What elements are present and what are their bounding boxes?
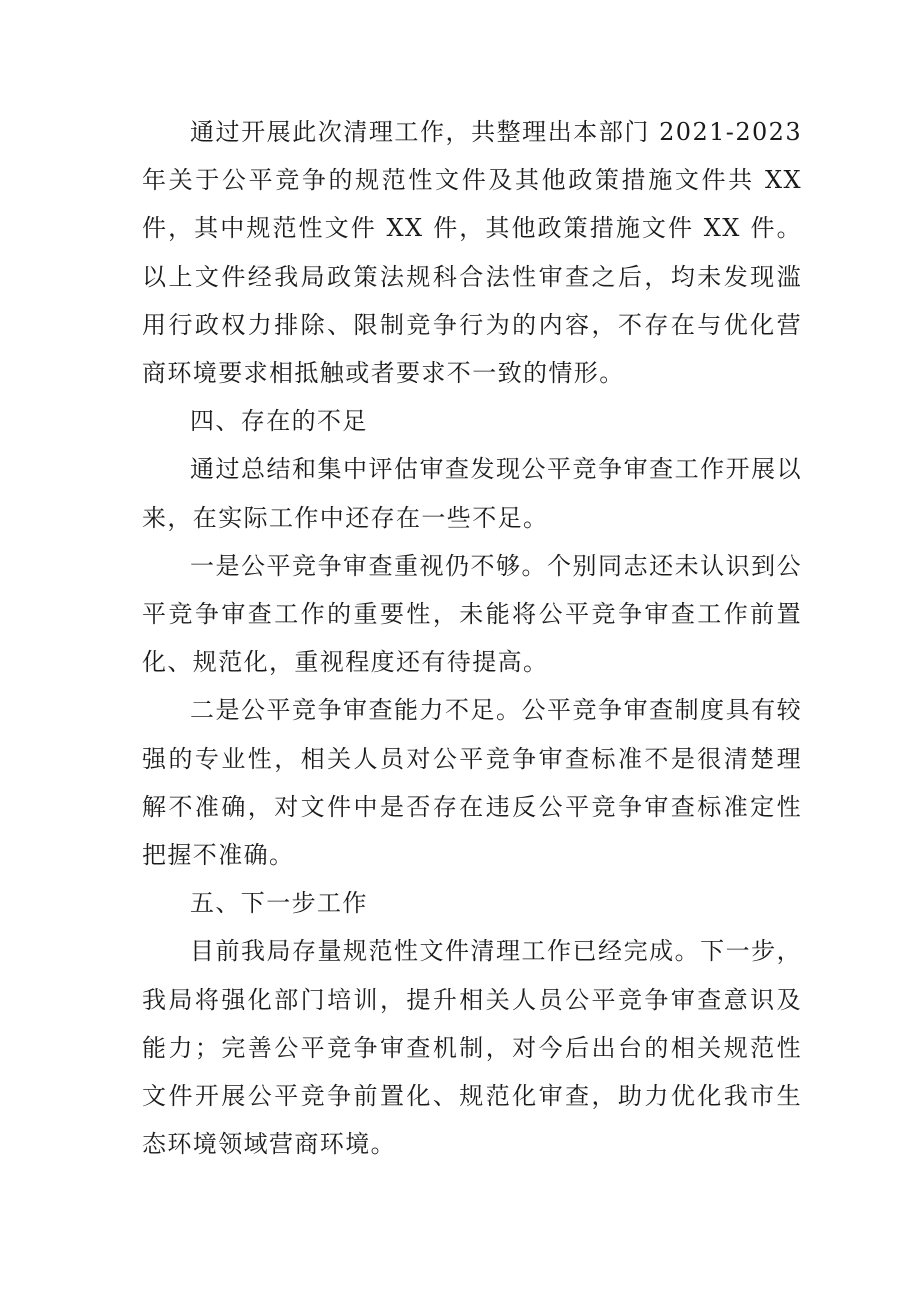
paragraph-shortcomings-intro: 通过总结和集中评估审查发现公平竞争审查工作开展以来，在实际工作中还存在一些不足。 xyxy=(142,455,802,532)
paragraph-cleanup-summary: 通过开展此次清理工作，共整理出本部门 2021-2023 年关于公平竞争的规范性文件及其他政策措施文件共 XX 件，其中规范性文件 XX 件，其他政策措施文件 XX 件。以上文件经我局政策法规科合法性审查之后，均未发现滥用行政权力排除、限制竞争行为的内容，不存在与优化营商环境要求相抵触或者要求不一致的情形。 xyxy=(142,118,802,388)
paragraph-shortcoming-two: 二是公平竞争审查能力不足。公平竞争审查制度具有较强的专业性，相关人员对公平竞争审查标准不是很清楚理解不准确，对文件中是否存在违反公平竞争审查标准定性把握不准确。 xyxy=(142,696,802,870)
section-heading-next-steps: 五、下一步工作 xyxy=(190,889,368,918)
paragraph-next-steps: 目前我局存量规范性文件清理工作已经完成。下一步，我局将强化部门培训，提升相关人员公平竞争审查意识及能力；完善公平竞争审查机制，对今后出台的相关规范性文件开展公平竞争前置化、规范化审查，助力优化我市生态环境领域营商环境。 xyxy=(142,937,802,1159)
document-body xyxy=(142,108,802,1168)
paragraph-shortcoming-one: 一是公平竞争审查重视仍不够。个别同志还未认识到公平竞争审查工作的重要性，未能将公平竞争审查工作前置化、规范化，重视程度还有待提高。 xyxy=(142,551,802,677)
section-heading-shortcomings: 四、存在的不足 xyxy=(190,407,368,436)
